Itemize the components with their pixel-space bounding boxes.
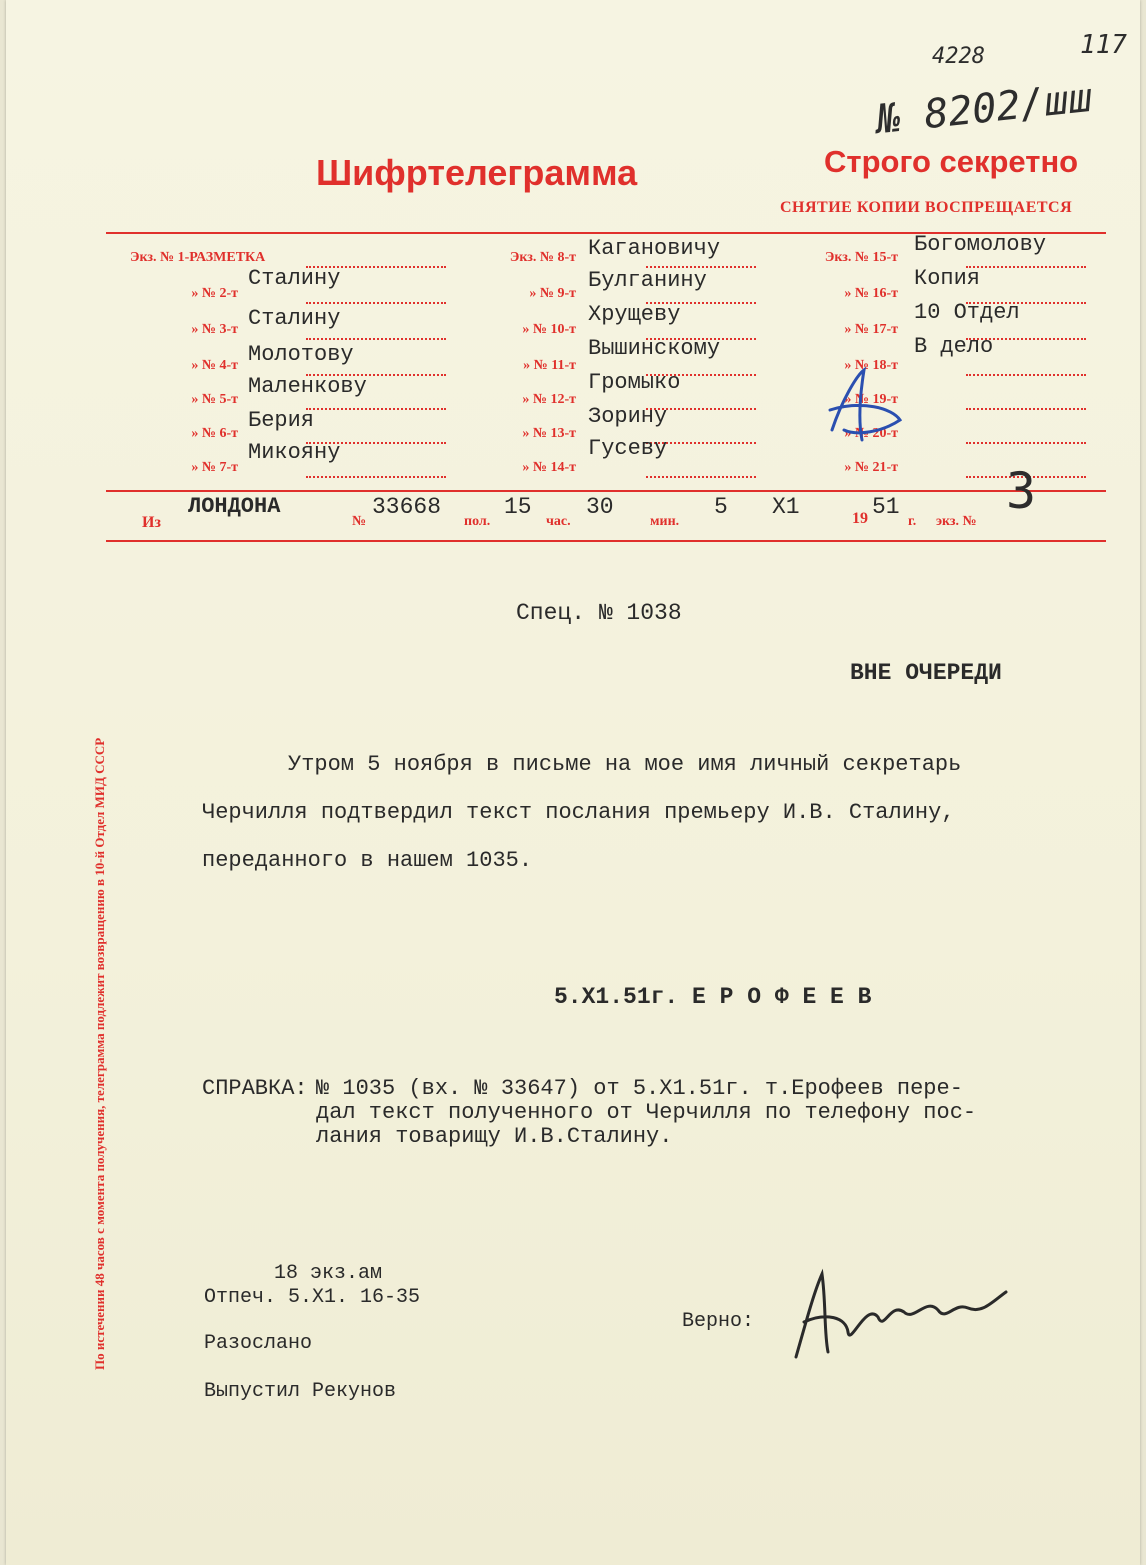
year-prefix: 19 (852, 510, 868, 527)
recipient-name: Вышинскому (588, 336, 721, 361)
document-title: Шифртелеграмма (316, 152, 638, 193)
recipient-name: Молотову (248, 342, 354, 367)
handwritten-top-number: 4228 (932, 44, 985, 69)
spec-number: Спец. № 1038 (516, 600, 682, 626)
dotted-line (966, 374, 1086, 376)
recipient-name: Сталину (248, 266, 341, 291)
copy-slot-label: Экз. № 1-РАЗМЕТКА (130, 250, 266, 265)
paragraph-line: Черчилля подтвердил текст послания премьеру И.В. Сталину, (202, 800, 955, 825)
copy-slot-label: » № 6-т (191, 426, 238, 441)
dotted-line (966, 408, 1086, 410)
received-label: пол. (464, 514, 491, 529)
recipient-name: Маленкову (248, 374, 367, 399)
verified-label: Верно: (682, 1310, 755, 1333)
year-label: г. (908, 514, 917, 529)
copy-slot-label: » № 10-т (522, 322, 576, 337)
recipient-name: Гусеву (588, 436, 668, 461)
paragraph-line: Утром 5 ноября в письме на мое имя личный секретарь (288, 752, 962, 777)
copy-slot-label: » № 20-т (844, 426, 898, 441)
mid-rule (106, 490, 1106, 492)
priority-label: ВНЕ ОЧЕРЕДИ (850, 660, 1002, 686)
copy-slot-label: » № 16-т (844, 286, 898, 301)
dotted-line (966, 266, 1086, 268)
bottom-rule (106, 540, 1106, 542)
copy-label: экз. № (936, 514, 977, 529)
from-value: ЛОНДОНА (188, 494, 281, 519)
copy-slot-label: » № 7-т (191, 460, 238, 475)
blue-pencil-mark-icon (802, 360, 912, 450)
recipient-name: Хрущеву (588, 302, 681, 327)
copy-slot-label: » № 4-т (191, 358, 238, 373)
from-label: Из (142, 514, 161, 531)
recipient-name: 10 Отдел (914, 300, 1020, 325)
day-value: 5 (714, 494, 728, 520)
dotted-line (306, 476, 446, 478)
recipient-name: Зорину (588, 404, 668, 429)
recipient-name: В дело (914, 334, 994, 359)
classification-label: Строго секретно (824, 144, 1079, 179)
copy-slot-label: » № 2-т (191, 286, 238, 301)
copy-slot-label: » № 11-т (523, 358, 576, 373)
number-label: № (352, 514, 367, 529)
copy-slot-label: » № 18-т (844, 358, 898, 373)
handwritten-signature-icon (786, 1262, 1016, 1372)
copy-slot-label: » № 19-т (844, 392, 898, 407)
note-line: лания товарищу И.В.Сталину. (316, 1124, 673, 1149)
recipient-name: Кагановичу (588, 236, 721, 261)
printed-info: Отпеч. 5.Х1. 16-35 (204, 1286, 421, 1309)
copy-slot-label: » № 21-т (844, 460, 898, 475)
copy-slot-label: » № 3-т (191, 322, 238, 337)
return-notice: По истечении 48 часов с момента получения, телеграмма подлежит возвращению в 10-й Отдел МИД СССР (92, 737, 107, 1370)
number-value: 33668 (372, 494, 442, 520)
recipient-name: Берия (248, 408, 315, 433)
copy-slot-label: » № 17-т (844, 322, 898, 337)
year-value: 51 (872, 494, 900, 520)
paragraph-line: переданного в нашем 1035. (202, 848, 533, 873)
copy-slot-label: Экз. № 15-т (824, 250, 898, 265)
recipient-name: Богомолову (914, 232, 1047, 257)
copy-slot-label: » № 14-т (522, 460, 576, 475)
dotted-line (306, 338, 446, 340)
note-line: № 1035 (вх. № 33647) от 5.Х1.51г. т.Ерофеев пере- (316, 1076, 963, 1101)
minute-label: мин. (650, 514, 680, 529)
recipient-name: Копия (914, 266, 981, 291)
recipient-name: Сталину (248, 306, 341, 331)
recipient-name: Микояну (248, 440, 341, 465)
recipient-name: Булганину (588, 268, 707, 293)
hour-value: 15 (504, 494, 532, 520)
telegram-page (6, 0, 1140, 1565)
handwritten-registration-number: № 8202/шш (874, 74, 1095, 144)
note-line: дал текст полученного от Черчилля по телефону пос- (316, 1100, 977, 1125)
dotted-line (966, 442, 1086, 444)
issued-by: Выпустил Рекунов (204, 1380, 397, 1403)
copy-slot-label: Экз. № 8-т (509, 250, 576, 265)
hour-label: час. (546, 514, 571, 529)
copy-slot-label: » № 9-т (529, 286, 576, 301)
note-label: СПРАВКА: (202, 1076, 308, 1101)
copy-prohibited-label: СНЯТИЕ КОПИИ ВОСПРЕЩАЕТСЯ (780, 199, 1073, 216)
copy-slot-label: » № 12-т (522, 392, 576, 407)
page-number: 117 (1080, 30, 1127, 60)
dotted-line (306, 302, 446, 304)
month-value: Х1 (772, 494, 800, 520)
dotted-line (306, 408, 446, 410)
signature-line: 5.Х1.51г. Е Р О Ф Е Е В (554, 984, 872, 1010)
copy-slot-label: » № 5-т (191, 392, 238, 407)
minute-value: 30 (586, 494, 614, 520)
dotted-line (646, 476, 756, 478)
sent-label: Разослано (204, 1332, 313, 1355)
copies-count: 18 экз.ам (274, 1262, 383, 1285)
recipient-name: Громыко (588, 370, 681, 395)
copy-number: 3 (1006, 462, 1037, 520)
copy-slot-label: » № 13-т (522, 426, 576, 441)
